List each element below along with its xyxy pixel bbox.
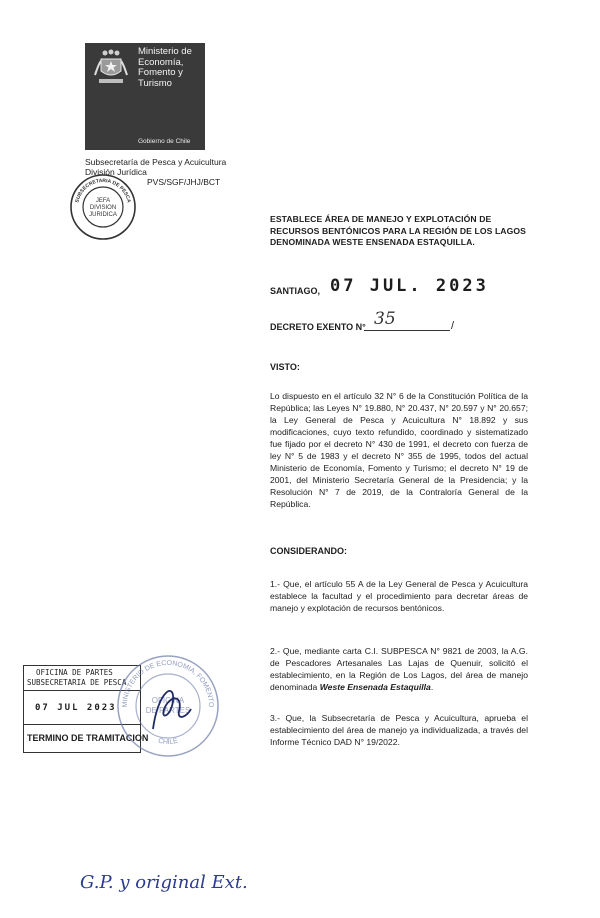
- visto-heading: VISTO:: [270, 362, 300, 372]
- stamp-line: OFICINA DE PARTES: [36, 668, 113, 677]
- oficina-partes-seal: [113, 651, 223, 761]
- seal-right-line: DE PARTES: [145, 706, 191, 715]
- decree-label: DECRETO EXENTO N°: [270, 322, 366, 332]
- considerando-1: 1.- Que, el artículo 55 A de la Ley General de Pesca y Acuicultura establece la facultad y el procedimiento para decretar áreas de manejo y explotación de recursos bentónicos.: [270, 579, 528, 613]
- gobierno-label: Gobierno de Chile: [138, 138, 191, 145]
- decree-number: 35: [374, 309, 396, 329]
- considerando-heading: CONSIDERANDO:: [270, 546, 348, 556]
- date-stamp: 07 JUL. 2023: [330, 276, 489, 296]
- considerando-2: 2.- Que, mediante carta C.I. SUBPESCA N° 9821 de 2003, la A.G. de Pescadores Artesanales Las Lajas de Quenuir, solicitó el establecimiento, en la Región de Los Lagos, del área de manejo denominada Weste Ensenada Estaquilla.: [270, 646, 528, 692]
- stamp-date: 07 JUL 2023: [35, 703, 117, 713]
- considerando-3: 3.- Que, la Subsecretaría de Pesca y Acuicultura, aprueba el establecimiento del área de manejo ya individualizada, a través del Informe Técnico DAD N° 19/2022.: [270, 713, 528, 747]
- division-juridica-seal: [68, 172, 138, 242]
- seal-right-arc-text: MINISTERIO DE ECONOMIA, FOMENTO: [121, 659, 215, 708]
- decree-slash: /: [451, 320, 455, 332]
- stamp-line: TERMINO DE TRAMITACION: [27, 733, 149, 743]
- place-label: SANTIAGO,: [270, 286, 321, 296]
- stamp-line: SUBSECRETARIA DE PESCA: [27, 678, 127, 687]
- decree-underline: [364, 330, 450, 331]
- seal-left-line: JURIDICA: [89, 212, 117, 218]
- seal-right-line: OFICINA: [151, 696, 185, 705]
- seal-left-line: JEFA: [95, 198, 111, 204]
- chile-coat-of-arms-icon: [91, 47, 131, 87]
- svg-text:CHILE: [157, 737, 179, 746]
- seal-right-bottom-text: CHILE: [157, 737, 179, 747]
- seal-left-line: DIVISION: [89, 205, 117, 211]
- ministry-name: Ministerio de Economía, Fomento y Turismo: [138, 46, 192, 89]
- seal-left-arc-text: SUBSECRETARIA DE PESCA: [74, 177, 132, 204]
- issuing-office: Subsecretaría de Pesca y Acuicultura División Jurídica PVS/SGF/JHJ/BCT: [85, 157, 227, 187]
- decree-title: ESTABLECE ÁREA DE MANEJO Y EXPLOTACIÓN DE RECURSOS BENTÓNICOS PARA LA REGIÓN DE LOS LAGOS DENOMINADA WESTE ENSENADA ESTAQUILLA.: [270, 214, 527, 247]
- handwritten-note: G.P. y original Ext.: [80, 872, 248, 893]
- visto-paragraph: Lo dispuesto en el artículo 32 N° 6 de la Constitución Política de la República; las Leyes N° 19.880, N° 20.437, N° 20.597 y N° 20.657; la Ley General de Pesca y Acuicultura N° 18.892 y sus modificaciones, cuyo texto refundido, coordinado y sistematizado fue fijado por el decreto N° 430 de 1991, el decreto con fuerza de ley N° 5 de 1983 y el decreto N° 355 de 1995, todos del actual Ministerio de Economía, Fomento y Turismo; el decreto N° 19 de 2001, del Ministerio Secretaría General de la Presidencia; y la Resolución N° 7 de 2019, de la Contraloría General de la República.: [270, 391, 528, 509]
